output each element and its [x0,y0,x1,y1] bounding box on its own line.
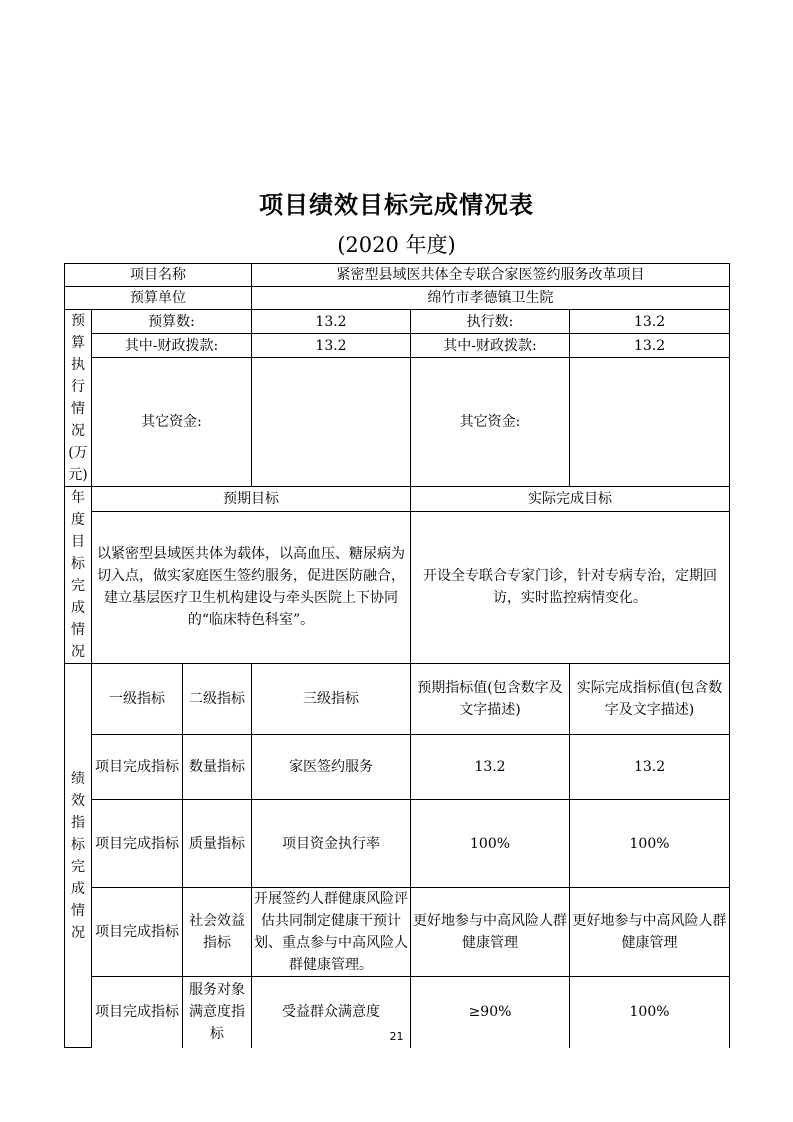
other-funds-row [65,358,730,487]
annual-section-label [65,487,92,664]
page-subtitle: (2020 年度) [337,233,456,257]
indicator-l1: 项目完成指标 [92,800,183,888]
indicator-header-row [65,664,730,735]
fiscal-value-expected: 13.2 [252,334,411,358]
indicator-header-l3: 三级指标 [252,664,411,735]
indicator-header-l1: 一级指标 [92,664,183,735]
indicator-l1: 项目完成指标 [92,888,183,977]
page-title: 项目绩效目标完成情况表 [259,191,534,219]
indicator-expected: 13.2 [411,735,570,800]
indicator-l2: 质量指标 [183,800,252,888]
indicator-row [65,735,730,800]
indicator-section-text: 绩效指标完成情况 [71,770,85,941]
project-name-value: 紧密型县域医共体全专联合家医签约服务改革项目 [252,264,730,287]
indicator-header-expected: 预期指标值(包含数字及文字描述) [411,664,570,735]
budget-unit-row [65,287,730,310]
fiscal-label-expected: 其中-财政拨款: [92,334,252,358]
indicator-row [65,888,730,977]
budget-row [65,310,730,334]
indicator-actual: 更好地参与中高风险人群健康管理 [570,888,730,977]
performance-table [64,263,730,1048]
indicator-header-actual: 实际完成指标值(包含数字及文字描述) [570,664,730,735]
budget-amount-value: 13.2 [252,310,411,334]
indicator-expected: 100% [411,800,570,888]
fiscal-label-actual: 其中-财政拨款: [411,334,570,358]
fiscal-value-actual: 13.2 [570,334,730,358]
indicator-actual: 100% [570,800,730,888]
indicator-l3: 受益群众满意度 [252,977,411,1048]
annual-section-text: 年度目标完成情况 [71,490,85,660]
project-name-label: 项目名称 [65,264,252,287]
indicator-section-label [65,664,92,1048]
indicator-l1: 项目完成指标 [92,977,183,1048]
indicator-l3: 开展签约人群健康风险评估共同制定健康干预计划、重点参与中高风险人群健康管理。 [252,888,411,977]
indicator-expected: ≥90% [411,977,570,1048]
budget-unit-label: 预算单位 [65,287,252,310]
other-funds-label-expected: 其它资金: [92,358,252,487]
indicator-l2: 服务对象满意度指标 [183,977,252,1048]
indicator-actual: 100% [570,977,730,1048]
expected-goal-header: 预期目标 [92,487,411,512]
budget-amount-label: 预算数: [92,310,252,334]
annual-goal-row [65,511,730,663]
indicator-l3: 家医签约服务 [252,735,411,800]
indicator-expected: 更好地参与中高风险人群健康管理 [411,888,570,977]
indicator-l2: 数量指标 [183,735,252,800]
indicator-l2: 社会效益指标 [183,888,252,977]
budget-section-label [65,310,92,487]
indicator-l1: 项目完成指标 [92,735,183,800]
indicator-l3: 项目资金执行率 [252,800,411,888]
page-number: 21 [389,1030,404,1043]
other-funds-value-expected [252,358,411,487]
indicator-header-l2: 二级指标 [183,664,252,735]
budget-section-text: 预算执行情况(万元) [68,313,88,483]
fiscal-row [65,334,730,358]
actual-goal-text: 开设全专联合专家门诊，针对专病专治，定期回访，实时监控病情变化。 [411,511,730,663]
other-funds-label-actual: 其它资金: [411,358,570,487]
project-name-row [65,264,730,287]
other-funds-value-actual [570,358,730,487]
budget-unit-value: 绵竹市孝德镇卫生院 [252,287,730,310]
indicator-row [65,800,730,888]
exec-amount-label: 执行数: [411,310,570,334]
annual-goal-header-row [65,487,730,512]
actual-goal-header: 实际完成目标 [411,487,730,512]
indicator-actual: 13.2 [570,735,730,800]
exec-amount-value: 13.2 [570,310,730,334]
expected-goal-text: 以紧密型县域医共体为载体，以高血压、糖尿病为切入点，做实家庭医生签约服务，促进医防融合，建立基层医疗卫生机构建设与牵头医院上下协同的“临床特色科室”。 [92,511,411,663]
